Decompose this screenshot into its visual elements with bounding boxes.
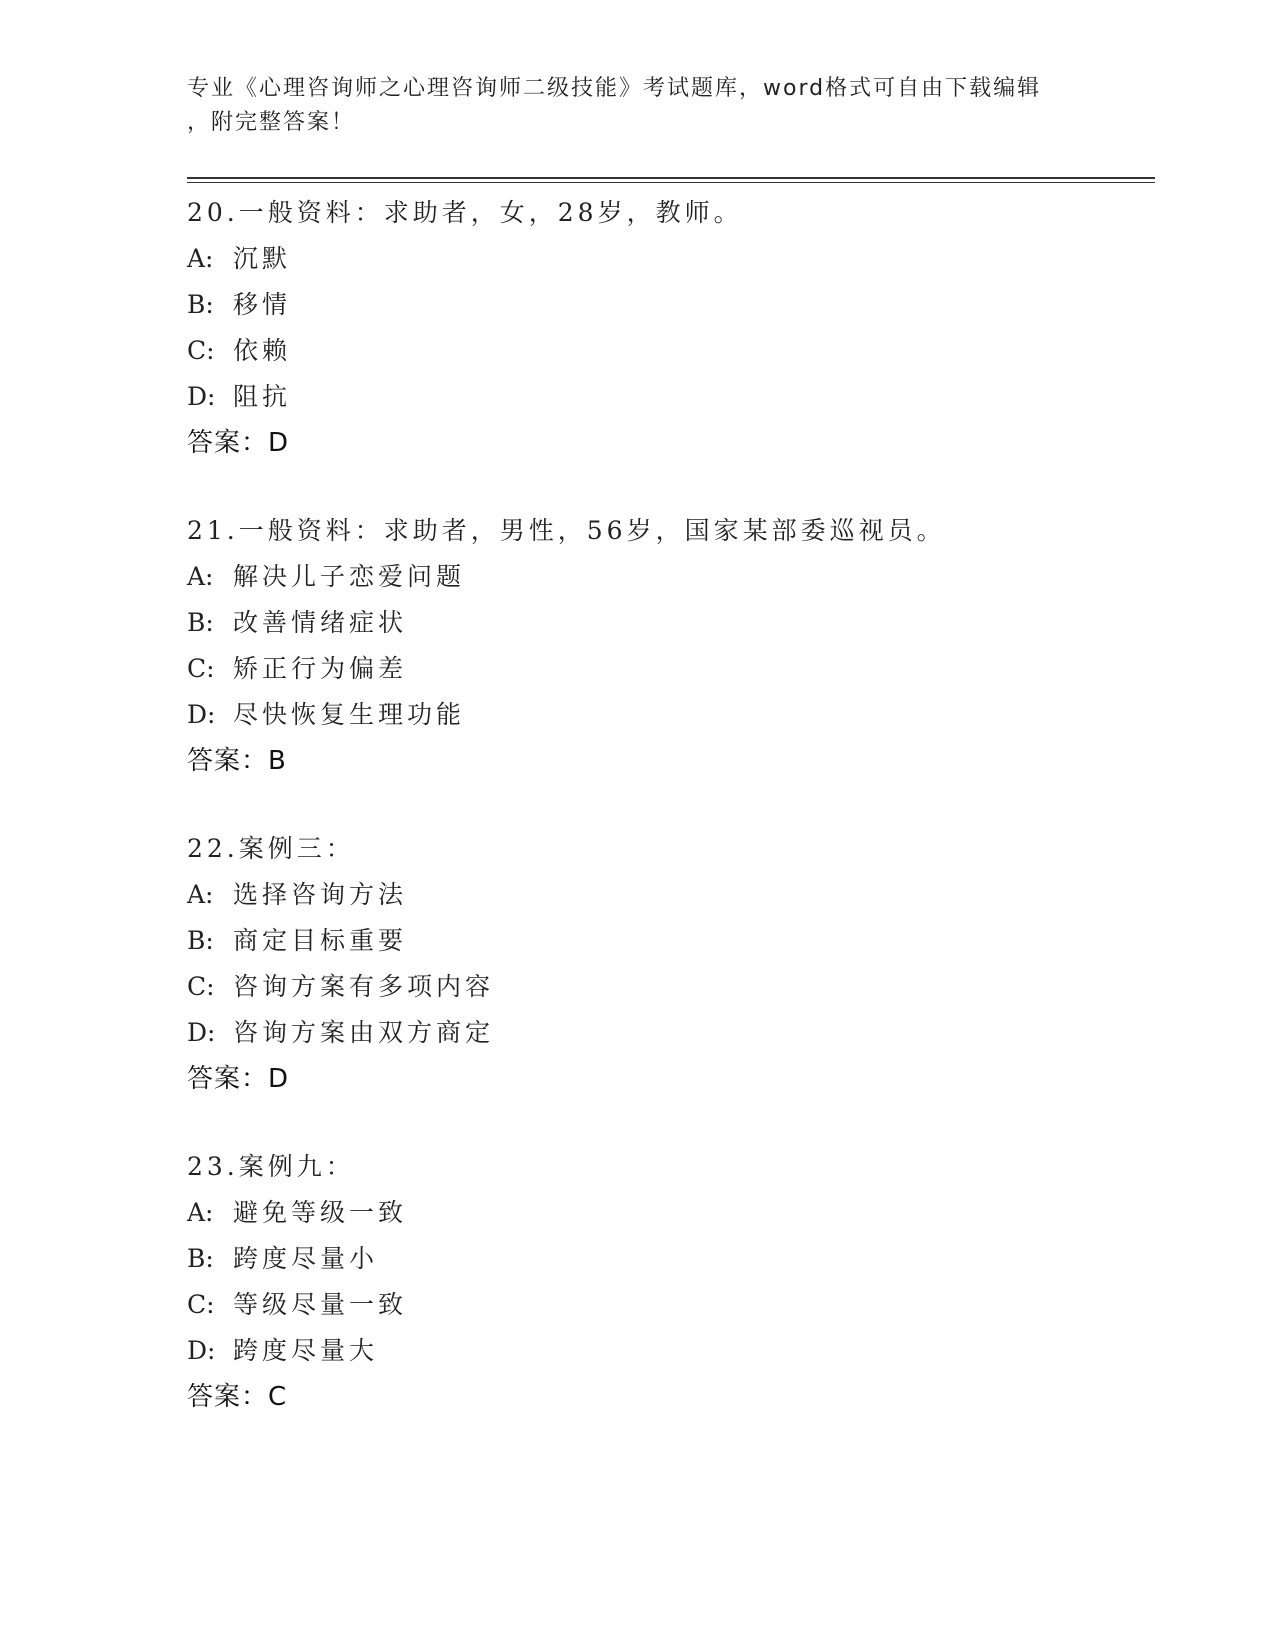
option-text: 咨询方案由双方商定 [233,1018,495,1047]
option-text: 等级尽量一致 [233,1290,408,1319]
option-letter: A: [187,880,214,909]
option-letter: B: [187,608,214,637]
question-item [187,508,1147,784]
option-letter: C: [187,654,215,683]
option-letter: D: [187,1018,216,1047]
option-d [187,1328,1147,1374]
option-d [187,1010,1147,1056]
document-header [187,72,1087,140]
option-text: 改善情绪症状 [233,608,408,637]
option-letter: D: [187,1336,216,1365]
option-text: 跨度尽量小 [233,1244,379,1273]
option-text: 商定目标重要 [233,926,408,955]
question-list [187,190,1147,1420]
question-title: 22.案例三： [187,834,355,863]
option-b [187,600,1147,646]
option-text: 咨询方案有多项内容 [233,972,495,1001]
option-letter: D: [187,382,216,411]
option-text: 阻抗 [233,382,292,411]
option-c [187,328,1147,374]
option-d [187,692,1147,738]
option-letter: A: [187,562,214,591]
option-text: 沉默 [233,244,292,273]
option-a [187,872,1147,918]
option-text: 依赖 [233,336,292,365]
option-c [187,1282,1147,1328]
question-item [187,1144,1147,1420]
header-line-2: ，附完整答案！ [187,110,356,135]
question-title: 21.一般资料：求助者，男性，56岁，国家某部委巡视员。 [187,516,946,545]
option-b [187,918,1147,964]
header-divider-thin [187,182,1155,183]
option-letter: A: [187,244,214,273]
answer-line: 答案：D [187,1064,290,1094]
option-a [187,236,1147,282]
option-letter: C: [187,336,215,365]
option-letter: D: [187,700,216,729]
option-b [187,1236,1147,1282]
option-letter: A: [187,1198,214,1227]
option-b [187,282,1147,328]
option-letter: B: [187,290,214,319]
option-text: 尽快恢复生理功能 [233,700,466,729]
question-item [187,190,1147,466]
option-letter: B: [187,926,214,955]
option-text: 矫正行为偏差 [233,654,408,683]
option-c [187,964,1147,1010]
option-a [187,554,1147,600]
option-d [187,374,1147,420]
header-divider-thick [187,177,1155,179]
question-item [187,826,1147,1102]
option-letter: B: [187,1244,214,1273]
option-text: 跨度尽量大 [233,1336,379,1365]
option-text: 避免等级一致 [233,1198,408,1227]
option-letter: C: [187,1290,215,1319]
answer-line: 答案：C [187,1382,288,1412]
option-text: 解决儿子恋爱问题 [233,562,466,591]
option-a [187,1190,1147,1236]
question-title: 20.一般资料：求助者，女，28岁，教师。 [187,198,743,227]
answer-line: 答案：D [187,428,290,458]
option-letter: C: [187,972,215,1001]
header-line-1: 专业《心理咨询师之心理咨询师二级技能》考试题库，word格式可自由下载编辑 [187,76,1042,101]
option-c [187,646,1147,692]
answer-line: 答案：B [187,746,287,776]
question-title: 23.案例九： [187,1152,355,1181]
option-text: 选择咨询方法 [233,880,408,909]
option-text: 移情 [233,290,292,319]
